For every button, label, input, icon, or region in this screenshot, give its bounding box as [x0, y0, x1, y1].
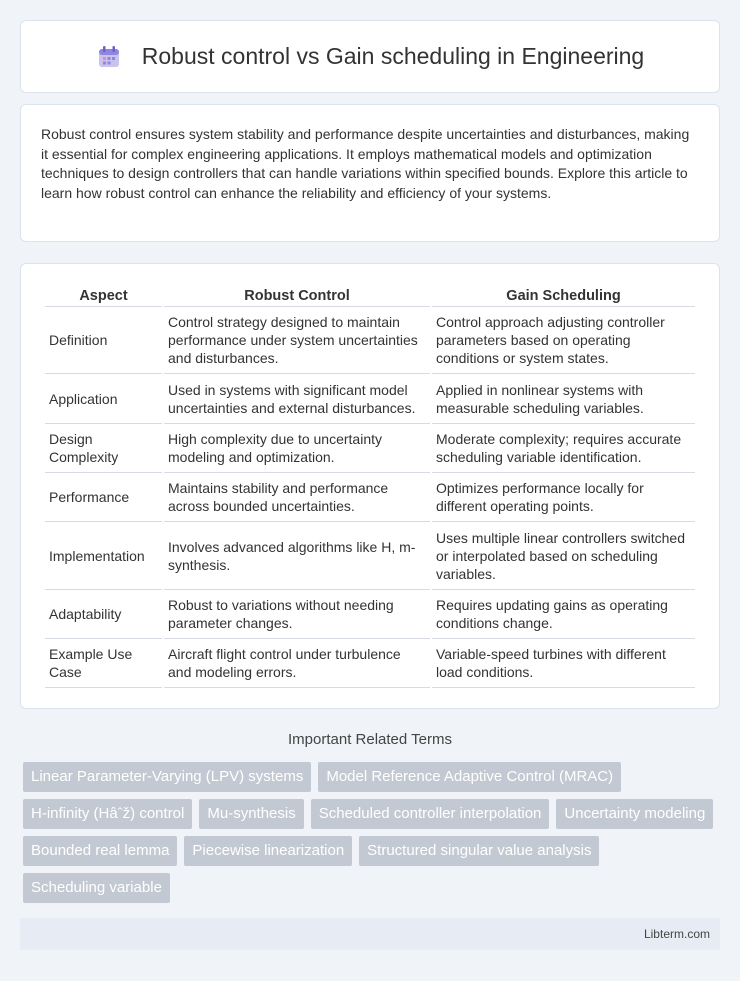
table-cell-gain: Moderate complexity; requires accurate scheduling variable identification. — [432, 424, 695, 473]
table-cell-robust: Aircraft flight control under turbulence and modeling errors. — [164, 639, 430, 688]
related-terms-title: Important Related Terms — [288, 731, 452, 748]
table-cell-robust: High complexity due to uncertainty modeling and optimization. — [164, 424, 430, 473]
table-cell-aspect: Definition — [45, 307, 162, 374]
column-header-gain-scheduling: Gain Scheduling — [432, 284, 695, 307]
calendar-icon — [96, 44, 122, 70]
related-term-tag[interactable]: Model Reference Adaptive Control (MRAC) — [318, 762, 621, 792]
related-term-tag[interactable]: Mu-synthesis — [199, 799, 303, 829]
table-cell-aspect: Application — [45, 374, 162, 424]
table-cell-aspect: Adaptability — [45, 590, 162, 639]
table-cell-robust: Used in systems with significant model uncertainties and external disturbances. — [164, 374, 430, 424]
related-term-tag[interactable]: Structured singular value analysis — [359, 836, 599, 866]
table-cell-aspect: Example Use Case — [45, 639, 162, 688]
table-row — [45, 590, 695, 639]
footer-site-link[interactable]: Libterm.com — [643, 927, 710, 941]
comparison-table — [43, 284, 697, 688]
table-cell-gain: Uses multiple linear controllers switched or interpolated based on scheduling variables. — [432, 522, 695, 590]
table-row — [45, 307, 695, 374]
table-cell-robust: Involves advanced algorithms like H, m-synthesis. — [164, 522, 430, 590]
table-row — [45, 424, 695, 473]
related-term-tag[interactable]: H-infinity (Hâˆž) control — [23, 799, 192, 829]
table-header-row — [45, 284, 695, 307]
table-cell-aspect: Design Complexity — [45, 424, 162, 473]
table-row — [45, 522, 695, 590]
table-cell-robust: Maintains stability and performance across bounded uncertainties. — [164, 473, 430, 522]
table-row — [45, 473, 695, 522]
table-cell-robust: Robust to variations without needing parameter changes. — [164, 590, 430, 639]
related-term-tag[interactable]: Piecewise linearization — [184, 836, 352, 866]
intro-card — [20, 104, 720, 242]
table-cell-aspect: Performance — [45, 473, 162, 522]
page-title: Robust control vs Gain scheduling in Engineering — [141, 43, 645, 69]
related-term-tag[interactable]: Scheduling variable — [23, 873, 170, 903]
table-cell-gain: Variable-speed turbines with different load conditions. — [432, 639, 695, 688]
table-cell-aspect: Implementation — [45, 522, 162, 590]
related-terms-list — [23, 762, 723, 903]
table-cell-gain: Control approach adjusting controller parameters based on operating conditions or system states. — [432, 307, 695, 374]
intro-text: Robust control ensures system stability and performance despite uncertainties and disturbances, making it essential for complex engineering applications. It employs mathematical models and optimization techniques to design controllers that can handle variations within specified bounds. Explore this article to learn how robust control can enhance the reliability and efficiency of your systems. — [41, 126, 690, 201]
column-header-robust-control: Robust Control — [164, 284, 430, 307]
related-term-tag[interactable]: Bounded real lemma — [23, 836, 177, 866]
comparison-table-card — [20, 263, 720, 709]
related-term-tag[interactable]: Scheduled controller interpolation — [311, 799, 550, 829]
table-row — [45, 639, 695, 688]
table-cell-gain: Requires updating gains as operating conditions change. — [432, 590, 695, 639]
table-row — [45, 374, 695, 424]
related-term-tag[interactable]: Linear Parameter-Varying (LPV) systems — [23, 762, 311, 792]
column-header-aspect: Aspect — [45, 284, 162, 307]
header-card — [20, 20, 720, 93]
table-cell-gain: Optimizes performance locally for different operating points. — [432, 473, 695, 522]
table-cell-robust: Control strategy designed to maintain performance under system uncertainties and disturbances. — [164, 307, 430, 374]
related-term-tag[interactable]: Uncertainty modeling — [556, 799, 713, 829]
footer — [20, 918, 720, 950]
table-cell-gain: Applied in nonlinear systems with measurable scheduling variables. — [432, 374, 695, 424]
